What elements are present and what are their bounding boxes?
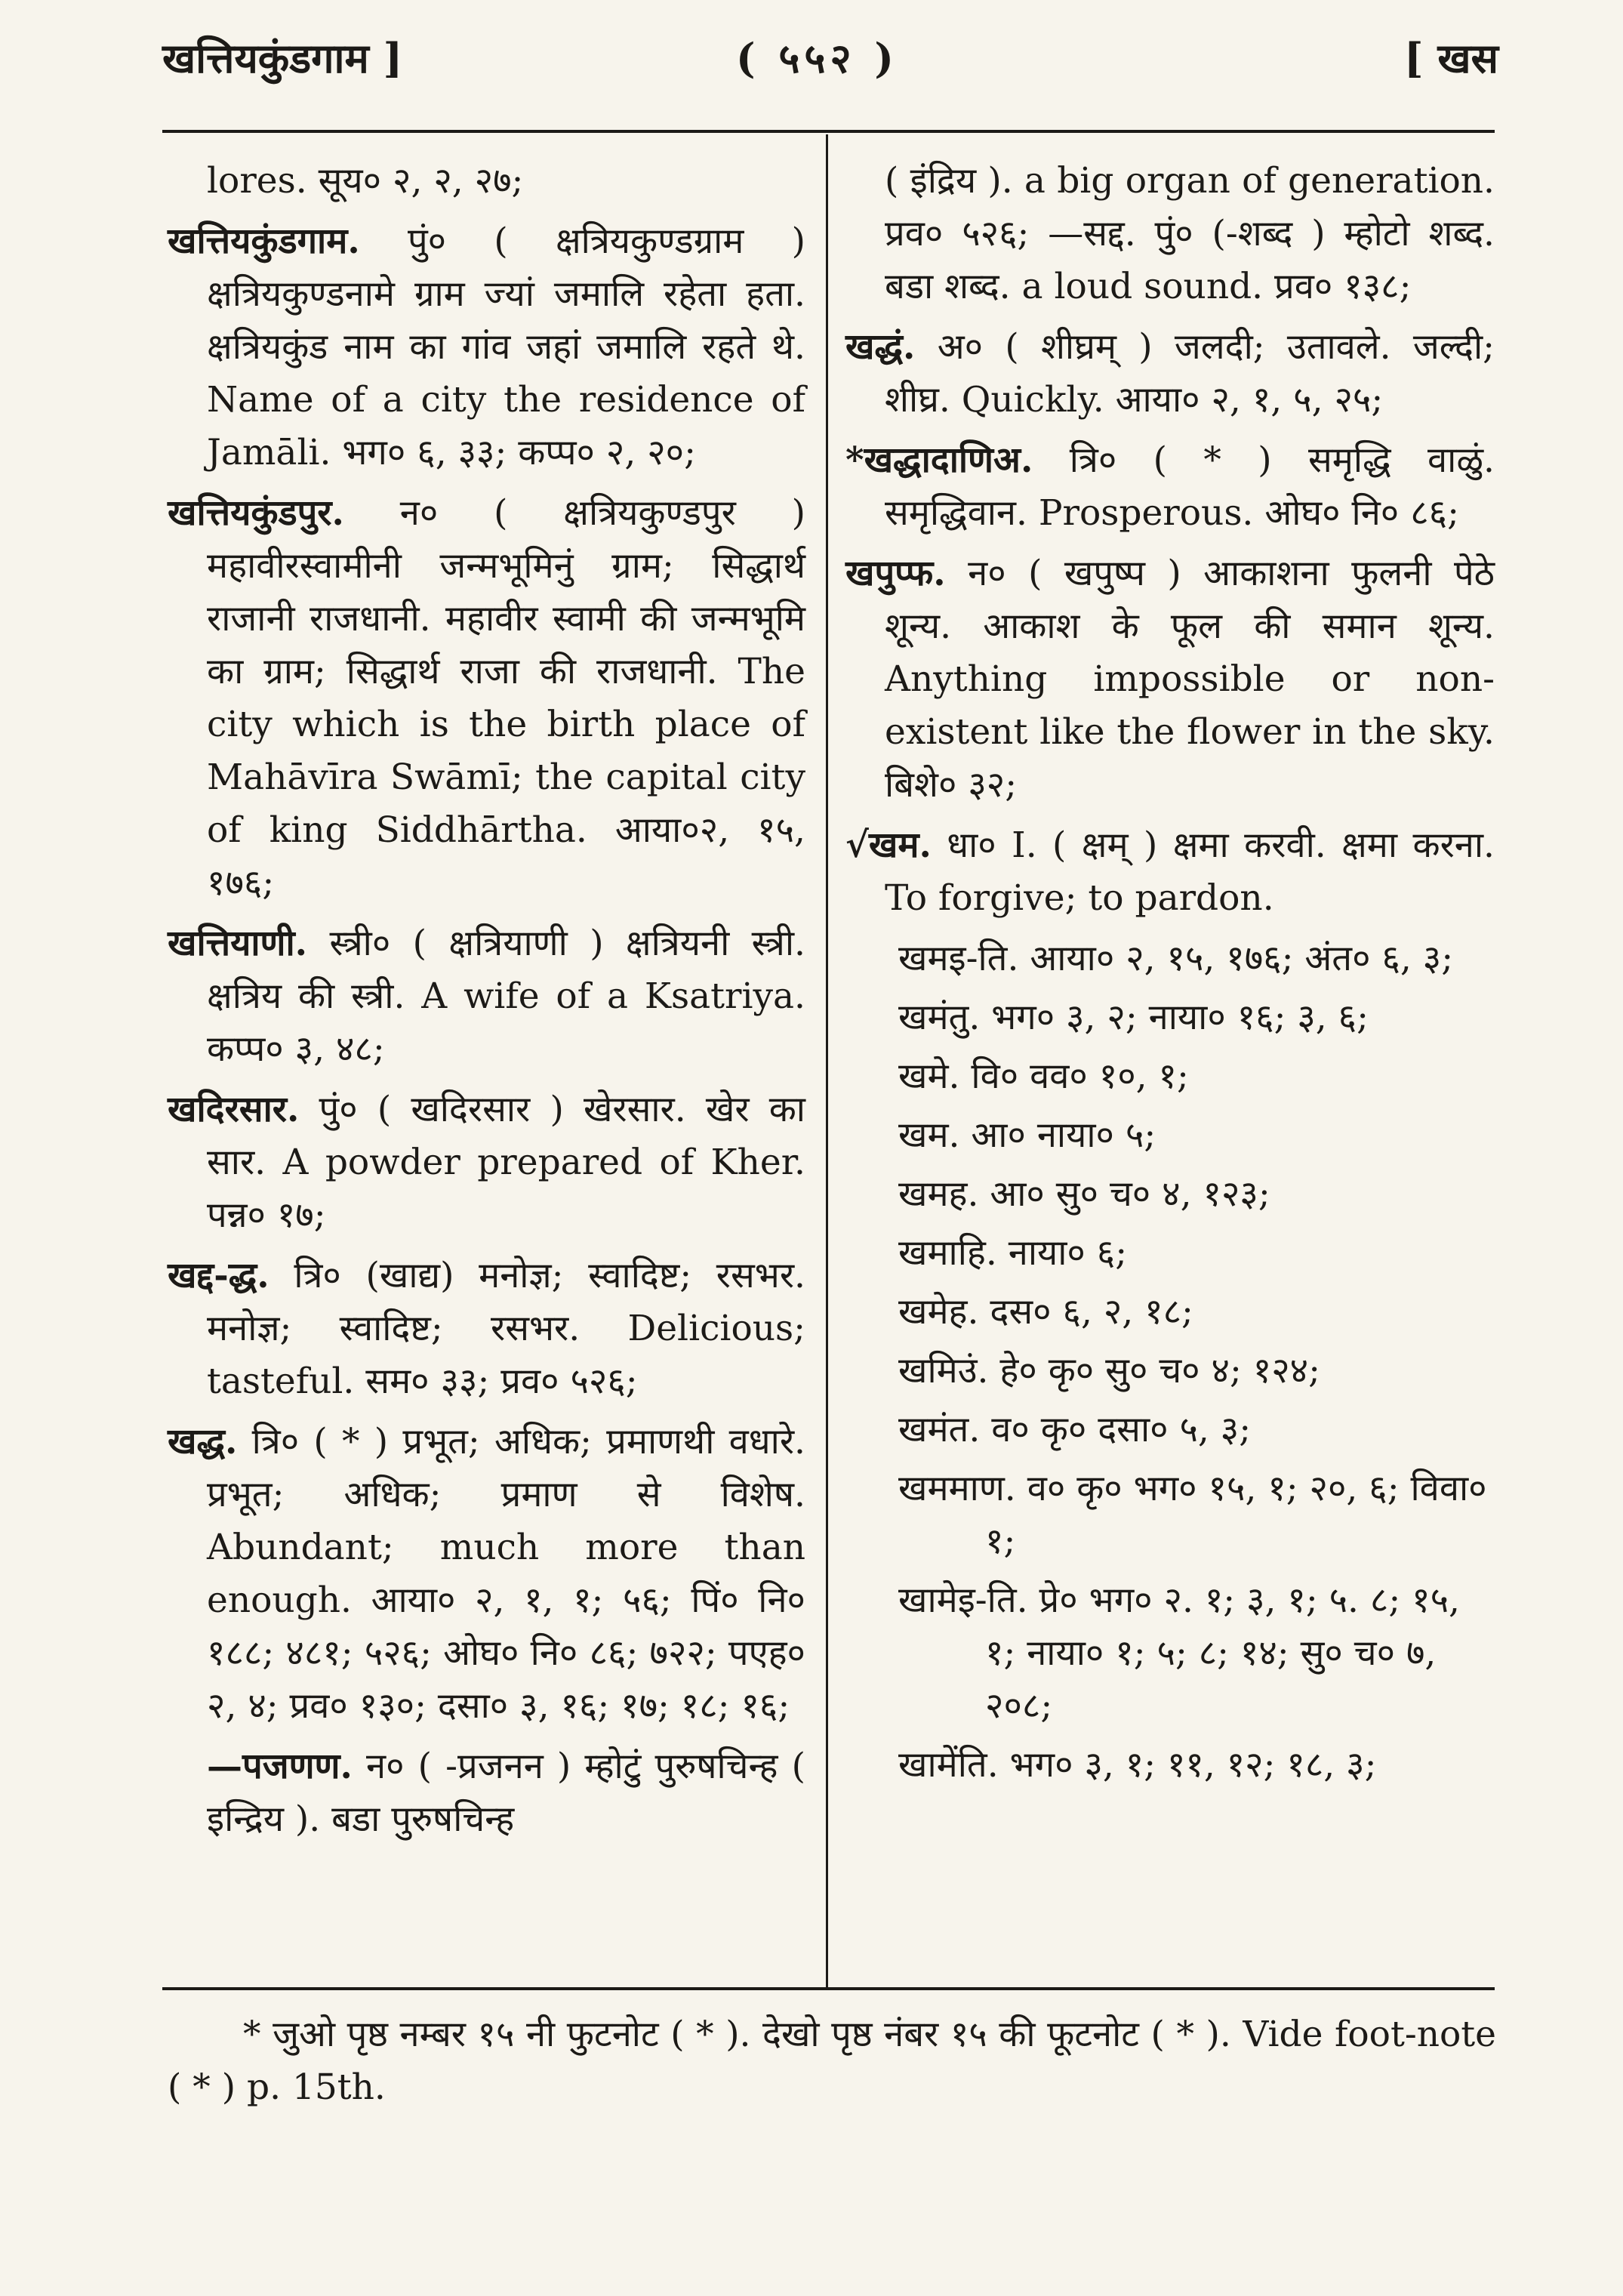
entry-headword: *खद्धादाणिअ.: [845, 439, 1033, 481]
entry-body: ( इंद्रिय ). a big organ of generation. प्रव० ५२६; —सद्द. पुं० (-शब्द ) म्होटो शब्द. बडा शब्द. a loud sound. प्रव० १३८;: [885, 160, 1495, 307]
verb-form: खामेइ-ति. प्रे० भग० २. १; ३, १; ५. ८; १५, १; नाया० १; ५; ८; १४; सु० च० ७, २०८;: [898, 1579, 1460, 1727]
entry-headword: खद्ध.: [168, 1421, 238, 1462]
dictionary-subentry: [168, 1740, 805, 1846]
entry-headword: खत्तियकुंडपुर.: [168, 492, 344, 534]
dictionary-entry: [845, 155, 1495, 313]
dictionary-entry: [168, 215, 805, 479]
entry-headword: √खम.: [845, 824, 932, 866]
entry-headword: —पजणण.: [207, 1746, 353, 1787]
entry-body: धा० I. ( क्षम् ) क्षमा करवी. क्षमा करना. To forgive; to pardon.: [885, 824, 1495, 919]
entry-body: न० ( क्षत्रियकुण्डपुर ) महावीरस्वामीनी जन्मभूमिनुं ग्राम; सिद्धार्थ राजानी राजधानी. महावीर स्वामी की जन्मभूमि का ग्राम; सिद्धार्थ राजा की राजधानी. The city which is the birth place of Mahāvīra Swāmī; the capital city of king Siddhārtha. आया०२, १५, १७६;: [207, 492, 805, 904]
entry-body: न० ( -प्रजनन ) म्होटुं पुरुषचिन्ह ( इन्द्रिय ). बडा पुरुषचिन्ह: [207, 1746, 805, 1840]
entry-headword: खपुप्फ.: [845, 553, 946, 594]
running-head-left: खत्तियकुंडगाम ]: [162, 34, 403, 82]
footnote: * जुओ पृष्ठ नम्बर १५ नी फुटनोट ( * ). देखो पृष्ठ नंबर १५ की फूटनोट ( * ). Vide foot-note ( * ) p. 15th.: [168, 2014, 1496, 2108]
verb-form: खमे. वि० वव० १०, १;: [898, 1056, 1189, 1097]
entry-body: त्रि० ( * ) समृद्धि वाळुं. समृद्धिवान. Prosperous. ओघ० नि० ८६;: [885, 439, 1495, 534]
header-rule: [162, 130, 1495, 133]
dictionary-entry: [845, 547, 1495, 812]
dictionary-entry: [845, 434, 1495, 540]
dictionary-entry: [168, 1083, 805, 1242]
entry-headword: खद्धं.: [845, 326, 916, 368]
entry-body: अ० ( शीघ्रम् ) जलदी; उतावले. जल्दी; शीघ्र. Quickly. आया० २, १, ५, २५;: [885, 326, 1495, 421]
entry-body: न० ( खपुष्प ) आकाशना फुलनी पेठे शून्य. आकाश के फूल की समान शून्य. Anything impossible or non-existent like the flower in the sky. बिशे० ३२;: [885, 553, 1495, 806]
page-header: [162, 29, 1498, 104]
entry-headword: खत्तियाणी.: [168, 923, 308, 964]
entry-headword: खत्तियकुंडगाम.: [168, 220, 360, 262]
verb-form: खमइ-ति. आया० २, १५, १७६; अंत० ६, ३;: [898, 938, 1454, 979]
entry-body: lores. सूय० २, २, २७;: [207, 160, 524, 202]
entry-body: पुं० ( खदिरसार ) खेरसार. खेर का सार. A powder prepared of Kher. पन्न० १७;: [207, 1089, 805, 1236]
entry-body: पुं० ( क्षत्रियकुण्डग्राम ) क्षत्रियकुण्डनामे ग्राम ज्यां जमालि रहेता हता. क्षत्रियकुंड नाम का गांव जहां जमालि रहते थे. Name of a city the residence of Jamāli. भग० ६, ३३; कप्प० २, २०;: [207, 220, 805, 473]
dictionary-entry: [168, 1416, 805, 1733]
dictionary-entry: [845, 321, 1495, 427]
right-column: [845, 155, 1495, 1798]
page-number: ( ५५२ ): [736, 34, 898, 82]
entry-headword: खदिरसार.: [168, 1089, 300, 1130]
verb-form: खामेंति. भग० ३, १; ११, १२; १८, ३;: [898, 1744, 1377, 1786]
entry-body: त्रि० (खाद्य) मनोज्ञ; स्वादिष्ट; रसभर. मनोज्ञ; स्वादिष्ट; रसभर. Delicious; tasteful. सम० ३३; प्रव० ५२६;: [207, 1255, 805, 1402]
verb-form: खममाण. व० कृ० भग० १५, १; २०, ६; विवा० १;: [898, 1468, 1487, 1562]
dictionary-entry: [168, 1250, 805, 1408]
dictionary-entry: [168, 487, 805, 910]
verb-form: खमाहि. नाया० ६;: [898, 1232, 1128, 1274]
dictionary-entry: [168, 155, 805, 208]
running-head-right: [ खस: [1403, 34, 1498, 82]
verb-form: खमेह. दस० ६, २, १८;: [898, 1291, 1193, 1333]
entry-body: त्रि० ( * ) प्रभूत; अधिक; प्रमाणथी वधारे. प्रभूत; अधिक; प्रमाण से विशेष. Abundant; much more than enough. आया० २, १, १; ५६; पिं० नि० १८८; ४८१; ५२६; ओघ० नि० ८६; ७२२; पएह० २, ४; प्रव० १३०; दसा० ३, १६; १७; १८; १६;: [207, 1421, 805, 1727]
footer-rule: [162, 1987, 1495, 1990]
verb-form: खमंत. व० कृ० दसा० ५, ३;: [898, 1409, 1252, 1450]
entry-body: स्त्री० ( क्षत्रियाणी ) क्षत्रियनी स्त्री. क्षत्रिय की स्त्री. A wife of a Ksatriya. कप्प० ३, ४८;: [207, 923, 805, 1070]
entry-headword: खद्द-द्ध.: [168, 1255, 269, 1296]
verb-form: खमह. आ० सु० च० ४, १२३;: [898, 1173, 1270, 1215]
column-divider: [826, 134, 828, 1988]
dictionary-entry: [845, 819, 1495, 925]
left-column: [168, 155, 805, 1854]
dictionary-entry: [168, 917, 805, 1076]
verb-form: खमंतु. भग० ३, २; नाया० १६; ३, ६;: [898, 997, 1369, 1038]
verb-form: खम. आ० नाया० ५;: [898, 1114, 1156, 1156]
verb-form: खमिउं. हे० कृ० सु० च० ४; १२४;: [898, 1350, 1320, 1391]
